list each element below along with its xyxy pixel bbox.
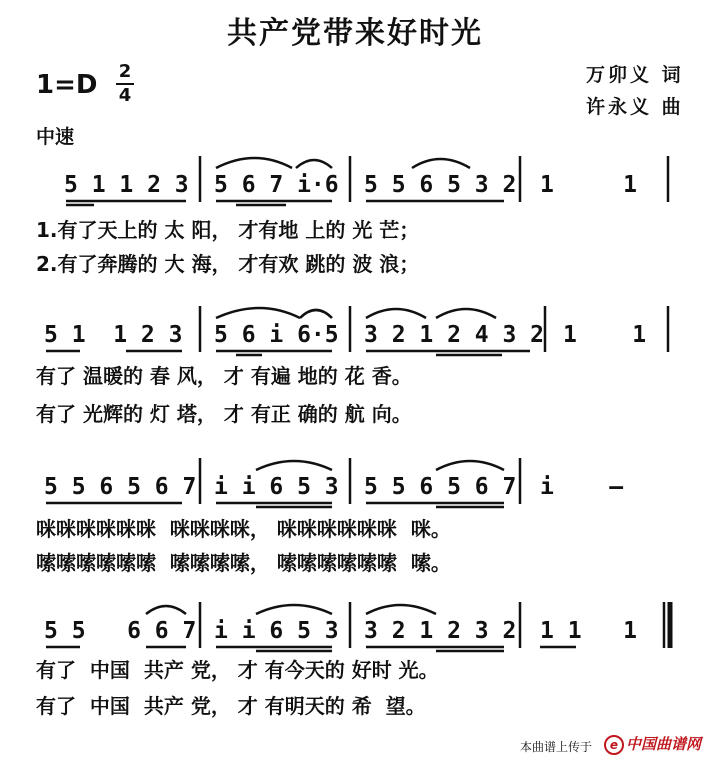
measure: 5 5 6 5 6 7	[364, 474, 517, 500]
lyricist: 万卯义 词	[586, 64, 684, 86]
tempo-marking: 中速	[36, 126, 75, 148]
measure: i —	[540, 474, 624, 500]
lyric-line: 有了 中国 共产 党， 才 有今天的 好时 光。	[36, 658, 439, 682]
measure: 5 6 7 i·6	[214, 172, 339, 198]
lyric-line: 有了 温暖的 春 风， 才 有遍 地的 花 香。	[36, 364, 412, 388]
measure: 1 1	[540, 172, 637, 198]
measure: 5 5 6 5 6 7	[44, 474, 197, 500]
lyric-line: 嗦嗦嗦嗦嗦嗦 嗦嗦嗦嗦， 嗦嗦嗦嗦嗦嗦 嗦。	[36, 551, 451, 575]
time-bottom: 4	[118, 85, 132, 106]
lyric-line: 2.有了奔腾的 大 海， 才有欢 跳的 波 浪；	[36, 252, 420, 276]
site-logo-text: 中国曲谱网	[626, 735, 702, 753]
lyric-line: 咪咪咪咪咪咪 咪咪咪咪， 咪咪咪咪咪咪 咪。	[36, 517, 451, 541]
measure: 1 1	[563, 322, 647, 348]
composer: 许永义 曲	[586, 96, 684, 118]
lyric-line: 有了 中国 共产 党， 才 有明天的 希 望。	[36, 694, 426, 718]
page-title: 共产党带来好时光	[227, 16, 483, 51]
measure: i i 6 5 3	[214, 474, 339, 500]
measure: 5 1 1 2 3	[64, 172, 189, 198]
measure: 3 2 1 2 3 2	[364, 618, 517, 644]
key-signature: 1=D	[36, 70, 98, 100]
measure: 5 5 6 6 7	[44, 618, 197, 644]
site-logo[interactable]	[604, 733, 701, 755]
lyric-line: 1.有了天上的 太 阳， 才有地 上的 光 芒；	[36, 218, 420, 242]
measure: i i 6 5 3	[214, 618, 339, 644]
measure: 1 1 1	[540, 618, 637, 644]
measure: 5 1 1 2 3	[44, 322, 183, 348]
measure: 5 6 i 6·5	[214, 322, 339, 348]
lyric-line: 有了 光辉的 灯 塔， 才 有正 确的 航 向。	[36, 402, 412, 426]
measure: 3 2 1 2 4 3 2	[364, 322, 545, 348]
time-top: 2	[118, 61, 132, 82]
upload-note: 本曲谱上传于	[520, 740, 593, 754]
e-icon: e	[604, 735, 624, 755]
measure: 5 5 6 5 3 2	[364, 172, 517, 198]
